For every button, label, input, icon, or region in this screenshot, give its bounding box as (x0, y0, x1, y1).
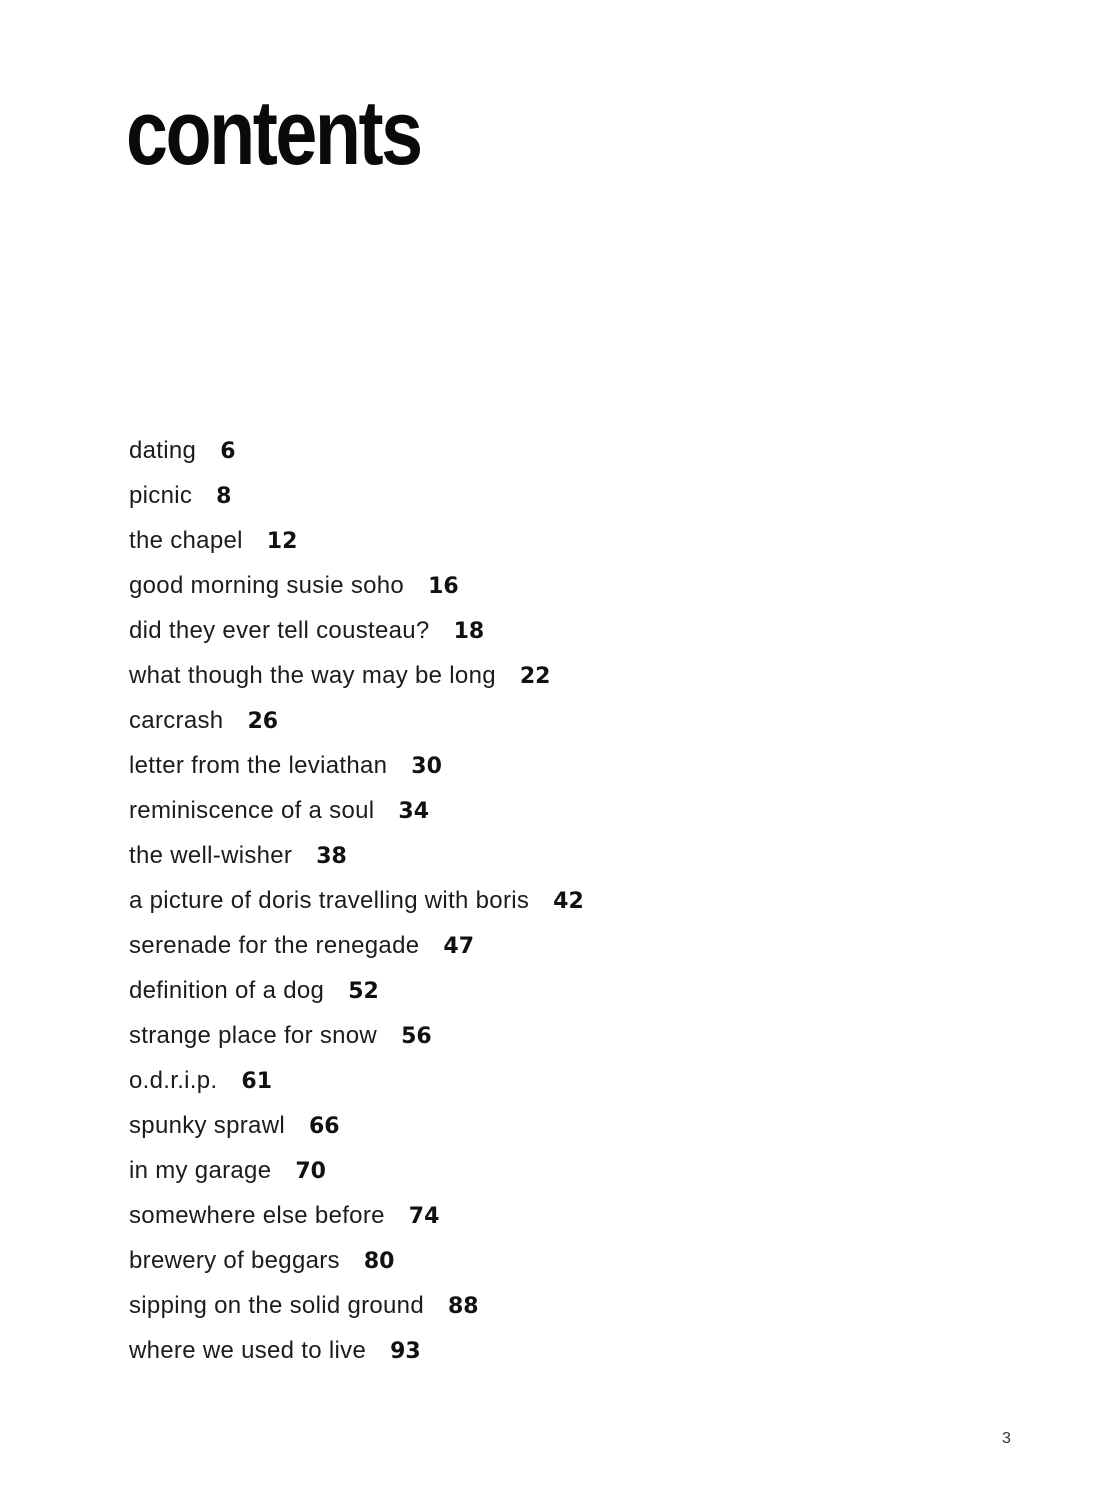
toc-entry-page-number: 34 (398, 799, 430, 824)
toc-entry-title: spunky sprawl (129, 1112, 285, 1139)
toc-entry-title: picnic (129, 482, 193, 509)
toc-entry-page-number: 22 (519, 664, 551, 689)
toc-entry-title: serenade for the renegade (129, 932, 420, 959)
toc-entry[interactable] (129, 473, 584, 518)
toc-entry[interactable] (129, 968, 584, 1013)
toc-entry-title: definition of a dog (129, 977, 325, 1004)
toc-entry-title: where we used to live (129, 1337, 367, 1364)
toc-entry[interactable] (129, 923, 584, 968)
toc-entry[interactable] (129, 698, 584, 743)
toc-entry[interactable] (129, 1058, 584, 1103)
toc-entry-page-number: 70 (295, 1159, 326, 1184)
toc-entry[interactable] (129, 1103, 584, 1148)
toc-entry-page-number: 93 (390, 1339, 421, 1364)
toc-entry-page-number: 74 (408, 1204, 440, 1229)
toc-entry[interactable] (129, 1238, 584, 1283)
toc-entry-title: reminiscence of a soul (129, 797, 375, 824)
toc-entry-title: strange place for snow (129, 1022, 378, 1049)
toc-entry[interactable] (129, 1283, 584, 1328)
toc-entry[interactable] (129, 608, 584, 653)
toc-entry-page-number: 26 (247, 709, 279, 734)
toc-entry-title: dating (129, 437, 197, 464)
toc-entry-title: brewery of beggars (129, 1247, 340, 1274)
toc-entry-page-number: 12 (266, 529, 298, 554)
toc-entry-title: sipping on the solid ground (129, 1292, 424, 1319)
toc-entry-page-number: 38 (316, 844, 347, 869)
toc-entry-page-number: 56 (401, 1024, 432, 1049)
toc-entry-title: what though the way may be long (129, 662, 496, 689)
toc-entry-title: the chapel (129, 527, 243, 554)
table-of-contents (129, 428, 584, 1373)
page-number: 3 (1002, 1430, 1011, 1447)
toc-entry[interactable] (129, 428, 584, 473)
toc-entry[interactable] (129, 1013, 584, 1058)
toc-entry[interactable] (129, 563, 584, 608)
toc-entry-page-number: 6 (220, 439, 236, 464)
toc-entry[interactable] (129, 653, 584, 698)
toc-entry-page-number: 18 (453, 619, 485, 644)
toc-entry[interactable] (129, 1193, 584, 1238)
toc-entry[interactable] (129, 1148, 584, 1193)
page-title: contents (126, 82, 421, 184)
toc-entry-page-number: 88 (447, 1294, 479, 1319)
toc-entry[interactable] (129, 1328, 584, 1373)
toc-entry[interactable] (129, 788, 584, 833)
toc-entry-page-number: 66 (308, 1114, 340, 1139)
toc-entry-title: in my garage (129, 1157, 272, 1184)
toc-entry-title: carcrash (129, 707, 224, 734)
toc-entry-page-number: 61 (241, 1069, 273, 1094)
toc-entry-title: did they ever tell cousteau? (129, 617, 430, 644)
toc-entry-page-number: 8 (216, 484, 232, 509)
toc-entry-page-number: 80 (363, 1249, 395, 1274)
toc-entry[interactable] (129, 833, 584, 878)
toc-entry-page-number: 30 (411, 754, 442, 779)
toc-entry[interactable] (129, 743, 584, 788)
toc-entry-title: the well-wisher (129, 842, 293, 869)
toc-entry[interactable] (129, 878, 584, 923)
toc-entry-title: a picture of doris travelling with boris (129, 887, 530, 914)
toc-entry-title: good morning susie soho (129, 572, 405, 599)
toc-entry-title: o.d.r.i.p. (129, 1067, 218, 1094)
toc-entry-title: letter from the leviathan (129, 752, 388, 779)
toc-entry-page-number: 52 (348, 979, 379, 1004)
toc-entry-title: somewhere else before (129, 1202, 385, 1229)
toc-entry-page-number: 16 (428, 574, 459, 599)
toc-entry[interactable] (129, 518, 584, 563)
toc-entry-page-number: 47 (443, 934, 475, 959)
toc-entry-page-number: 42 (553, 889, 584, 914)
